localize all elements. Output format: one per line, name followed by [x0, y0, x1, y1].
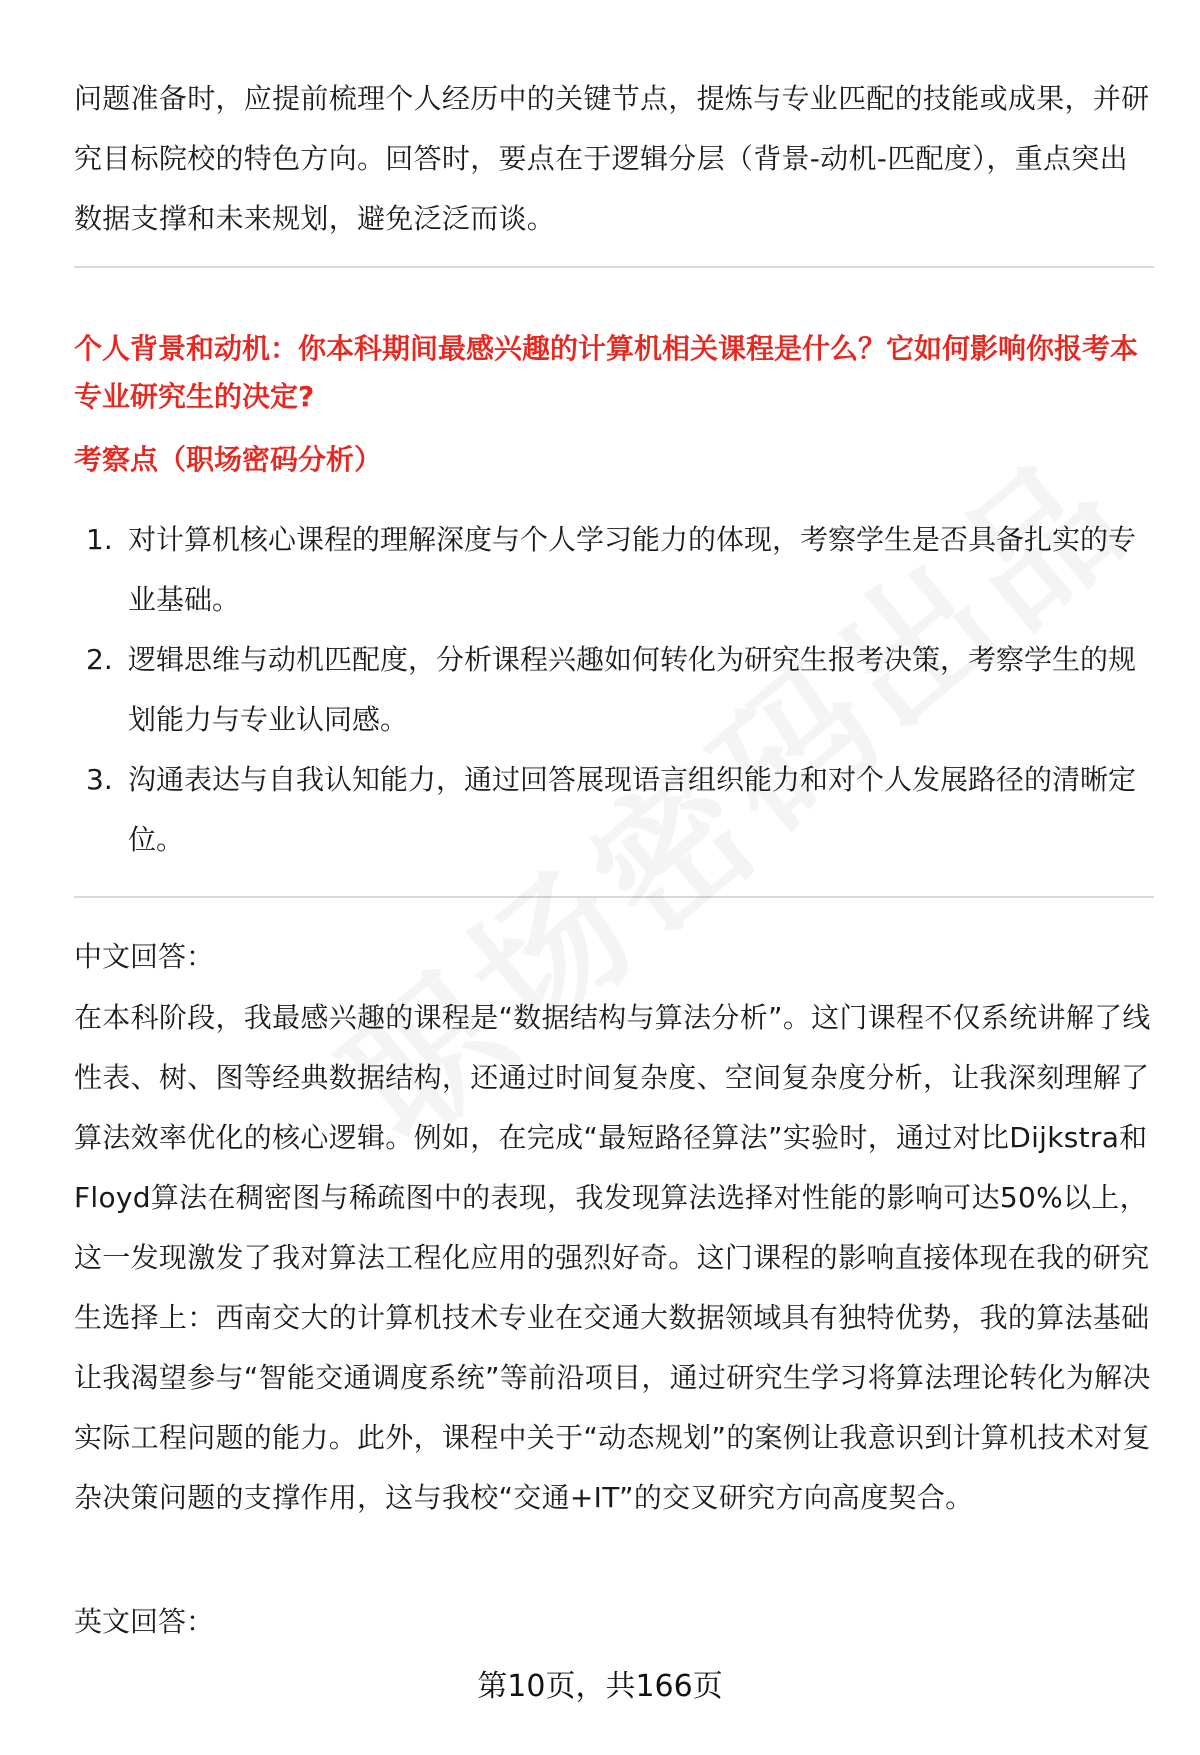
list-item-number: 2. — [86, 643, 113, 676]
list-item — [74, 750, 1154, 870]
document-page — [74, 0, 1154, 1755]
question-heading: 个人背景和动机：你本科期间最感兴趣的计算机相关课程是什么？它如何影响你报考本专业研究生的决定? — [74, 332, 1139, 413]
list-item — [74, 510, 1154, 630]
list-item-number: 1. — [86, 523, 113, 556]
divider-top — [74, 266, 1154, 268]
chinese-answer-label: 中文回答： — [74, 940, 215, 973]
assessment-list — [74, 510, 1154, 870]
list-item-text: 逻辑思维与动机匹配度，分析课程兴趣如何转化为研究生报考决策，考察学生的规划能力与专业认同感。 — [128, 643, 1137, 736]
chinese-answer-text: 在本科阶段，我最感兴趣的课程是“数据结构与算法分析”。这门课程不仅系统讲解了线性表、树、图等经典数据结构，还通过时间复杂度、空间复杂度分析，让我深刻理解了算法效率优化的核心逻辑。例如，在完成“最短路径算法”实验时，通过对比Dijkstra和Floyd算法在稠密图与稀疏图中的表现，我发现算法选择对性能的影响可达50%以上，这一发现激发了我对算法工程化应用的强烈好奇。这门课程的影响直接体现在我的研究生选择上：西南交大的计算机技术专业在交通大数据领域具有独特优势，我的算法基础让我渴望参与“智能交通调度系统”等前沿项目，通过研究生学习将算法理论转化为解决实际工程问题的能力。此外，课程中关于“动态规划”的案例让我意识到计算机技术对复杂决策问题的支撑作用，这与我校“交通+IT”的交叉研究方向高度契合。 — [74, 1001, 1151, 1514]
list-item-number: 3. — [86, 763, 113, 796]
list-item — [74, 630, 1154, 750]
assessment-heading: 考察点（职场密码分析） — [74, 443, 383, 476]
english-answer-label: 英文回答： — [74, 1605, 215, 1638]
page-footer: 第10页，共166页 — [477, 1669, 723, 1704]
divider-middle — [74, 896, 1154, 898]
intro-paragraph: 问题准备时，应提前梳理个人经历中的关键节点，提炼与专业匹配的技能或成果，并研究目标院校的特色方向。回答时，要点在于逻辑分层（背景-动机-匹配度），重点突出数据支撑和未来规划，避免泛泛而谈。 — [74, 82, 1150, 235]
list-item-text: 沟通表达与自我认知能力，通过回答展现语言组织能力和对个人发展路径的清晰定位。 — [128, 763, 1137, 856]
list-item-text: 对计算机核心课程的理解深度与个人学习能力的体现，考察学生是否具备扎实的专业基础。 — [128, 523, 1137, 616]
